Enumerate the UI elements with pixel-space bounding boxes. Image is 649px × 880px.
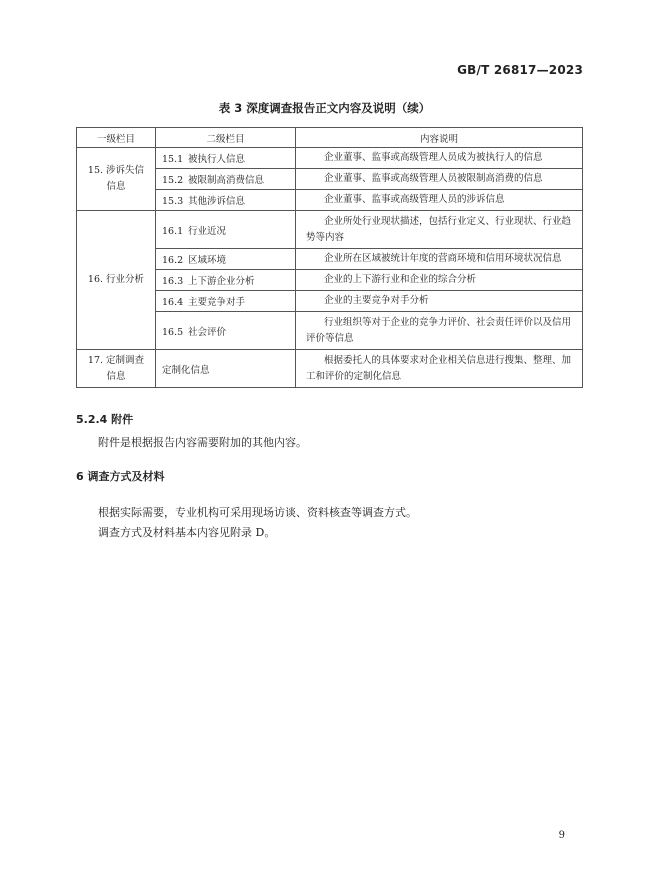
level2-cell: 16.4 主要竞争对手	[156, 291, 296, 312]
section-heading-5-2-4: 5.2.4 附件	[76, 413, 134, 426]
section-5-2-4-body: 附件是根据报告内容需要附加的其他内容。	[98, 436, 307, 449]
table-row	[77, 148, 583, 169]
description-cell: 企业的上下游行业和企业的综合分析	[296, 270, 583, 291]
table-title: 表 3 深度调查报告正文内容及说明（续）	[218, 101, 431, 115]
description-cell: 企业的主要竞争对手分析	[296, 291, 583, 312]
column-header: 二级栏目	[156, 128, 296, 148]
page-number: 9	[558, 830, 565, 841]
level1-cell: 15. 涉诉失信 信息	[77, 148, 156, 211]
content-table	[76, 127, 583, 388]
description-cell: 企业董事、监事或高级管理人员的涉诉信息	[296, 190, 583, 211]
level2-cell: 15.2 被限制高消费信息	[156, 169, 296, 190]
description-cell: 行业组织等对于企业的竞争力评价、社会责任评价以及信用评价等信息	[296, 312, 583, 350]
description-cell: 企业董事、监事或高级管理人员被限制高消费的信息	[296, 169, 583, 190]
section-6-paragraph-2: 调查方式及材料基本内容见附录 D。	[98, 526, 276, 539]
section-heading-6: 6 调查方式及材料	[76, 470, 165, 483]
level1-cell: 16. 行业分析	[77, 211, 156, 350]
table-header-row	[77, 128, 583, 148]
level2-cell: 16.1 行业近况	[156, 211, 296, 249]
table-row	[77, 211, 583, 249]
description-cell: 根据委托人的具体要求对企业相关信息进行搜集、整理、加工和评价的定制化信息	[296, 350, 583, 388]
level2-cell: 定制化信息	[156, 350, 296, 388]
section-6-paragraph-1: 根据实际需要，专业机构可采用现场访谈、资料核查等调查方式。	[98, 506, 417, 519]
description-cell: 企业所处行业现状描述，包括行业定义、行业现状、行业趋势等内容	[296, 211, 583, 249]
description-cell: 企业董事、监事或高级管理人员成为被执行人的信息	[296, 148, 583, 169]
level2-cell: 16.3 上下游企业分析	[156, 270, 296, 291]
level2-cell: 15.3 其他涉诉信息	[156, 190, 296, 211]
standard-code: GB/T 26817—2023	[457, 63, 583, 77]
column-header: 内容说明	[296, 128, 583, 148]
level2-cell: 16.5 社会评价	[156, 312, 296, 350]
level2-cell: 16.2 区域环境	[156, 249, 296, 270]
column-header: 一级栏目	[77, 128, 156, 148]
level1-cell: 17. 定制调查 信息	[77, 350, 156, 388]
description-cell: 企业所在区域被统计年度的营商环境和信用环境状况信息	[296, 249, 583, 270]
level2-cell: 15.1 被执行人信息	[156, 148, 296, 169]
table-row	[77, 350, 583, 388]
